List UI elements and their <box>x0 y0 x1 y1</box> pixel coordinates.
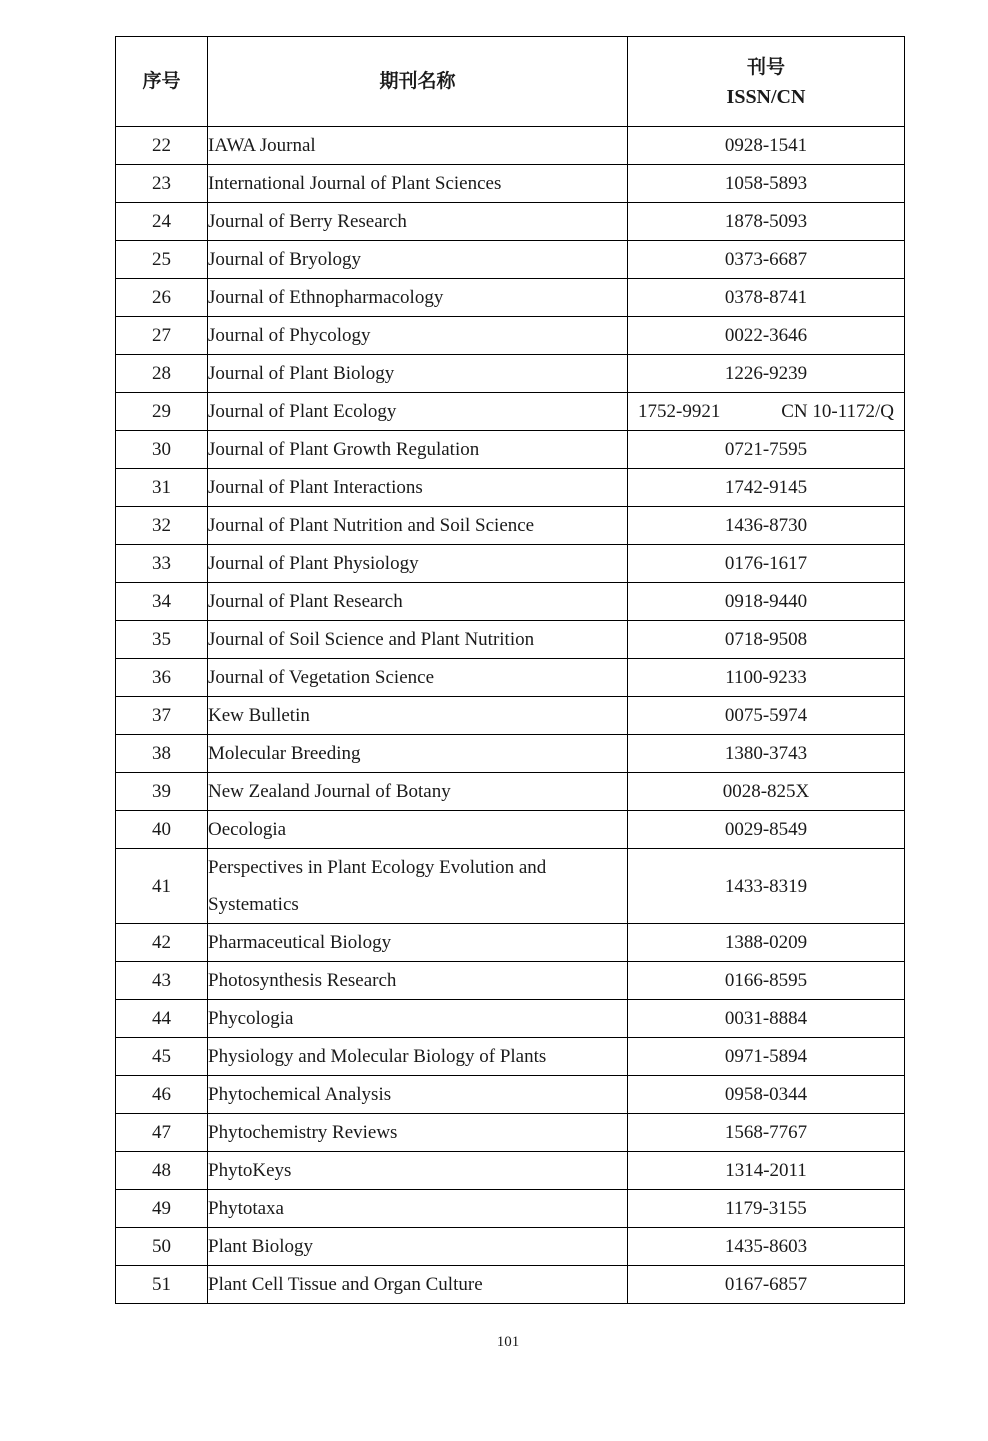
row-number: 31 <box>116 469 208 507</box>
table-row <box>116 659 905 697</box>
journal-issn: 1314-2011 <box>628 1152 905 1190</box>
table-row <box>116 507 905 545</box>
table-row <box>116 962 905 1000</box>
journal-name: Journal of Vegetation Science <box>208 659 628 697</box>
row-number: 47 <box>116 1114 208 1152</box>
journal-issn: 0373-6687 <box>628 241 905 279</box>
row-number: 45 <box>116 1038 208 1076</box>
row-number: 35 <box>116 621 208 659</box>
table-row <box>116 127 905 165</box>
table-row <box>116 697 905 735</box>
header-number: 序号 <box>116 37 208 127</box>
journal-name: Molecular Breeding <box>208 735 628 773</box>
journal-issn: 0166-8595 <box>628 962 905 1000</box>
journal-name: Physiology and Molecular Biology of Plants <box>208 1038 628 1076</box>
row-number: 30 <box>116 431 208 469</box>
table-row <box>116 165 905 203</box>
journal-issn: 0031-8884 <box>628 1000 905 1038</box>
row-number: 32 <box>116 507 208 545</box>
journal-issn: 1435-8603 <box>628 1228 905 1266</box>
table-row <box>116 393 905 431</box>
row-number: 22 <box>116 127 208 165</box>
journal-issn: 1436-8730 <box>628 507 905 545</box>
row-number: 46 <box>116 1076 208 1114</box>
journal-issn: 0918-9440 <box>628 583 905 621</box>
journal-name: Phytochemical Analysis <box>208 1076 628 1114</box>
row-number: 42 <box>116 924 208 962</box>
header-row <box>116 37 905 127</box>
journal-name: Phytotaxa <box>208 1190 628 1228</box>
header-issn <box>628 37 905 127</box>
table-row <box>116 1076 905 1114</box>
journal-issn: 1179-3155 <box>628 1190 905 1228</box>
journal-issn: 1878-5093 <box>628 203 905 241</box>
row-number: 41 <box>116 849 208 924</box>
journal-issn: 1568-7767 <box>628 1114 905 1152</box>
row-number: 27 <box>116 317 208 355</box>
journal-issn <box>628 393 905 431</box>
journal-name: Journal of Plant Research <box>208 583 628 621</box>
table-row <box>116 735 905 773</box>
journal-table <box>115 36 905 1304</box>
journal-name: International Journal of Plant Sciences <box>208 165 628 203</box>
row-number: 50 <box>116 1228 208 1266</box>
table-row <box>116 1000 905 1038</box>
journal-name: Journal of Plant Interactions <box>208 469 628 507</box>
table-row <box>116 1266 905 1304</box>
row-number: 36 <box>116 659 208 697</box>
table-row <box>116 203 905 241</box>
journal-name-line2: Systematics <box>208 894 299 915</box>
row-number: 49 <box>116 1190 208 1228</box>
row-number: 40 <box>116 811 208 849</box>
row-number: 23 <box>116 165 208 203</box>
table-row <box>116 1228 905 1266</box>
table-row <box>116 241 905 279</box>
journal-issn: 0075-5974 <box>628 697 905 735</box>
journal-issn: 0928-1541 <box>628 127 905 165</box>
journal-name: IAWA Journal <box>208 127 628 165</box>
journal-name: Pharmaceutical Biology <box>208 924 628 962</box>
table-row <box>116 545 905 583</box>
row-number: 25 <box>116 241 208 279</box>
row-number: 26 <box>116 279 208 317</box>
table-row <box>116 621 905 659</box>
journal-name: Oecologia <box>208 811 628 849</box>
journal-issn: 1226-9239 <box>628 355 905 393</box>
header-issn-label: 刊号 <box>746 55 785 78</box>
header-journal-name: 期刊名称 <box>208 37 628 127</box>
journal-issn: 0958-0344 <box>628 1076 905 1114</box>
table-row <box>116 924 905 962</box>
journal-name: Phytochemistry Reviews <box>208 1114 628 1152</box>
journal-issn: 1742-9145 <box>628 469 905 507</box>
row-number: 51 <box>116 1266 208 1304</box>
journal-name: Journal of Plant Nutrition and Soil Science <box>208 507 628 545</box>
journal-name: Kew Bulletin <box>208 697 628 735</box>
journal-name: PhytoKeys <box>208 1152 628 1190</box>
journal-issn: 0167-6857 <box>628 1266 905 1304</box>
row-number: 24 <box>116 203 208 241</box>
journal-name: Photosynthesis Research <box>208 962 628 1000</box>
journal-issn: 0022-3646 <box>628 317 905 355</box>
journal-name: Journal of Ethnopharmacology <box>208 279 628 317</box>
journal-name: Journal of Berry Research <box>208 203 628 241</box>
journal-name-line1: Perspectives in Plant Ecology Evolution and <box>208 857 547 878</box>
journal-issn: 0028-825X <box>628 773 905 811</box>
journal-issn: 1100-9233 <box>628 659 905 697</box>
journal-issn: 0718-9508 <box>628 621 905 659</box>
row-number: 29 <box>116 393 208 431</box>
journal-issn: 0721-7595 <box>628 431 905 469</box>
journal-issn: 1433-8319 <box>628 849 905 924</box>
row-number: 38 <box>116 735 208 773</box>
row-number: 28 <box>116 355 208 393</box>
journal-issn: 0176-1617 <box>628 545 905 583</box>
table-row <box>116 773 905 811</box>
table-row <box>116 1190 905 1228</box>
journal-issn: 0971-5894 <box>628 1038 905 1076</box>
journal-name: Plant Biology <box>208 1228 628 1266</box>
table-row <box>116 469 905 507</box>
table-row <box>116 1152 905 1190</box>
journal-issn: 1380-3743 <box>628 735 905 773</box>
journal-name: New Zealand Journal of Botany <box>208 773 628 811</box>
row-number: 37 <box>116 697 208 735</box>
journal-issn: 0029-8549 <box>628 811 905 849</box>
row-number: 43 <box>116 962 208 1000</box>
journal-issn-number: 1752-9921 <box>638 401 721 422</box>
table-row <box>116 811 905 849</box>
table-row <box>116 849 905 924</box>
table-row <box>116 1038 905 1076</box>
page-number: 101 <box>496 1334 520 1350</box>
journal-name: Journal of Bryology <box>208 241 628 279</box>
journal-name: Journal of Phycology <box>208 317 628 355</box>
row-number: 33 <box>116 545 208 583</box>
table-row <box>116 583 905 621</box>
row-number: 48 <box>116 1152 208 1190</box>
journal-issn: 1388-0209 <box>628 924 905 962</box>
journal-name: Journal of Plant Growth Regulation <box>208 431 628 469</box>
table-row <box>116 431 905 469</box>
journal-name: Plant Cell Tissue and Organ Culture <box>208 1266 628 1304</box>
journal-name: Journal of Plant Physiology <box>208 545 628 583</box>
journal-name <box>208 849 628 924</box>
journal-cn-number: CN 10-1172/Q <box>781 401 894 422</box>
table-row <box>116 279 905 317</box>
journal-issn: 0378-8741 <box>628 279 905 317</box>
table-row <box>116 1114 905 1152</box>
table-row <box>116 355 905 393</box>
journal-name: Journal of Plant Ecology <box>208 393 628 431</box>
journal-name: Journal of Soil Science and Plant Nutrition <box>208 621 628 659</box>
row-number: 39 <box>116 773 208 811</box>
journal-name: Journal of Plant Biology <box>208 355 628 393</box>
journal-issn: 1058-5893 <box>628 165 905 203</box>
row-number: 34 <box>116 583 208 621</box>
row-number: 44 <box>116 1000 208 1038</box>
table-row <box>116 317 905 355</box>
header-issn-code: ISSN/CN <box>726 85 806 108</box>
journal-name: Phycologia <box>208 1000 628 1038</box>
